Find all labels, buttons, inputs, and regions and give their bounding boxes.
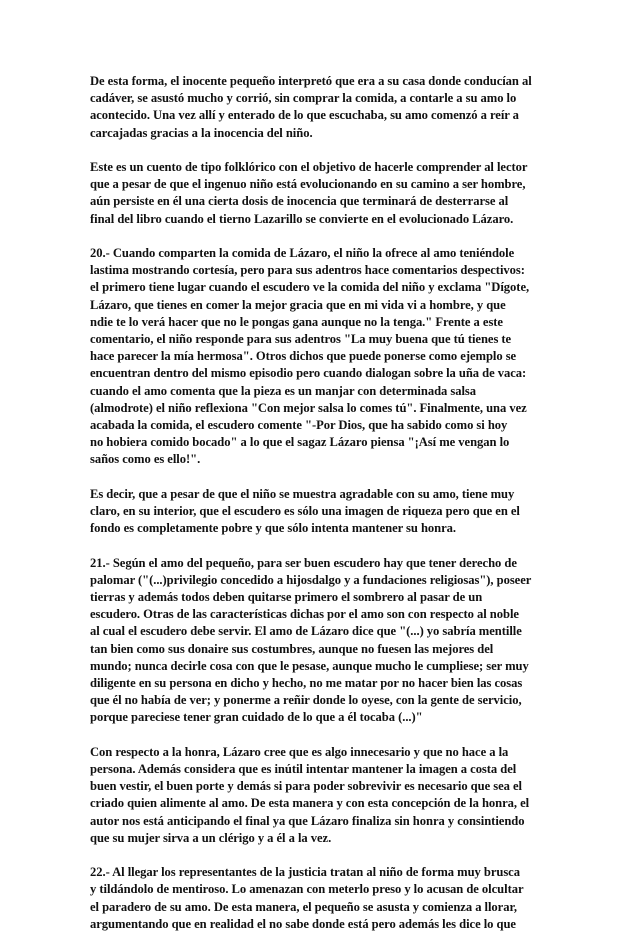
text-line: y tildándolo de mentiroso. Lo amenazan con meterlo preso y lo acusan de olcultar <box>90 882 524 897</box>
text-line: 22.- Al llegar los representantes de la justicia tratan al niño de forma muy brusca <box>90 865 520 880</box>
text-line: persona. Además considera que es inútil intentar mantener la imagen a costa del <box>90 762 517 777</box>
text-line: aún persiste en él una cierta dosis de inocencia que terminará de desterrarse al <box>90 194 509 209</box>
text-line: 20.- Cuando comparten la comida de Lázaro, el niño la ofrece al amo teniéndole <box>90 246 515 260</box>
text-line: no hobiera comido bocado" a lo que el sagaz Lázaro piensa "¡Así me vengan lo <box>90 435 510 450</box>
text-line: hace parecer la mía hermosa". Otros dichos que puede ponerse como ejemplo se <box>90 349 517 364</box>
text-line: acontecido. Una vez allí y enterado de lo que escuchaba, su amo comenzó a reír a <box>90 108 519 123</box>
text-line: 21.- Según el amo del pequeño, para ser buen escudero hay que tener derecho de <box>90 555 517 570</box>
text-line: saños como es ello!". <box>90 452 201 467</box>
text-line: el primero tiene lugar cuando el escudero ve la comida del niño y exclama "Dígote, <box>90 280 530 295</box>
text-line: tierras y además todos deben quitarse primero el sombrero al pasar de un <box>90 590 483 605</box>
text-line: Con respecto a la honra, Lázaro cree que es algo innecesario y que no hace a la <box>90 744 509 759</box>
text-line: carcajadas gracias a la inocencia del niño. <box>90 125 313 140</box>
text-line: tan bien como sus donaire sus costumbres, aunque no fuesen las mejores del <box>90 641 494 656</box>
text-line: final del libro cuando el tierno Lazarillo se convierte en el evolucionado Lázaro. <box>90 211 514 226</box>
paragraph <box>90 555 550 727</box>
text-line: fondo es completamente pobre y que sólo intenta mantener su honra. <box>90 521 457 536</box>
text-line: que su mujer sirva a un clérigo y a él a la vez. <box>90 830 332 845</box>
text-line: diligente en su persona en dicho y hecho, no me matar por no hacer bien las cosas <box>90 676 523 691</box>
text-line: autor nos está anticipando el final ya que Lázaro finaliza sin honra y consintiendo <box>90 813 525 828</box>
text-line: criado quien alimente al amo. De esta manera y con esta concepción de la honra, el <box>90 796 530 811</box>
text-line: cuando el amo comenta que la pieza es un manjar con determinada salsa <box>90 383 477 398</box>
text-line: que a pesar de que el ingenuo niño está evolucionando en su camino a ser hombre, <box>90 177 526 192</box>
text-line: ndie te lo verá hacer que no le pongas gana aunque no la tenga." Frente a este <box>90 314 503 329</box>
text-line: palomar ("(...)privilegio concedido a hijosdalgo y a fundaciones religiosas"), poseer <box>90 572 532 587</box>
text-line: argumentando que en realidad el no sabe donde está pero además les dice lo que <box>90 916 516 931</box>
text-line: al cual el escudero debe servir. El amo de Lázaro dice que "(...) yo sabría mentille <box>90 624 522 639</box>
paragraph <box>90 864 550 933</box>
text-line: acabada la comida, el escudero comente "-Por Dios, que ha sabido como si hoy <box>90 418 508 433</box>
paragraph <box>90 486 550 538</box>
text-line: encuentran dentro del mismo episodio pero cuando dialogan sobre la uña de vaca: <box>90 366 527 381</box>
paragraph <box>90 245 550 469</box>
text-line: porque pareciese tener gran cuidado de lo que a él tocaba (...)" <box>90 710 423 725</box>
text-line: cadáver, se asustó mucho y corrió, sin comprar la comida, a contarle a su amo lo <box>90 91 517 106</box>
document-body <box>90 73 550 950</box>
paragraph <box>90 744 550 847</box>
text-line: comentario, el niño responde para sus adentros "La muy buena que tú tienes te <box>90 332 512 347</box>
text-line: escudero. Otras de las características dichas por el amo son con respecto al noble <box>90 607 519 622</box>
text-line: lastima mostrando cortesía, pero para sus adentros hace comentarios despectivos: <box>90 263 525 278</box>
text-line: el paradero de su amo. De esta manera, el pequeño se asusta y comienza a llorar, <box>90 899 517 914</box>
text-line: (almodrote) el niño reflexiona "Con mejor salsa lo comes tú". Finalmente, una vez <box>90 400 527 415</box>
text-line: Lázaro, que tienes en comer la mejor gracia que en mi vida vi a hombre, y que <box>90 297 506 312</box>
paragraph <box>90 73 550 142</box>
text-line: De esta forma, el inocente pequeño interpretó que era a su casa donde conducían al <box>90 74 532 88</box>
text-line: Este es un cuento de tipo folklórico con el objetivo de hacerle comprender al lector <box>90 160 528 174</box>
paragraph <box>90 159 550 228</box>
text-line: mundo; nunca decirle cosa con que le pesase, aunque mucho le cumpliese; ser muy <box>90 658 529 673</box>
text-line: Es decir, que a pesar de que el niño se muestra agradable con su amo, tiene muy <box>90 486 515 501</box>
text-line: claro, en su interior, que el escudero es sólo una imagen de riqueza pero que en el <box>90 504 520 519</box>
text-line: buen vestir, el buen porte y demás si para poder sobrevivir es necesario que sea el <box>90 779 522 794</box>
text-line: que él no había de ver; y ponerme a reñir donde lo oyese, con la gente de servicio, <box>90 693 522 708</box>
